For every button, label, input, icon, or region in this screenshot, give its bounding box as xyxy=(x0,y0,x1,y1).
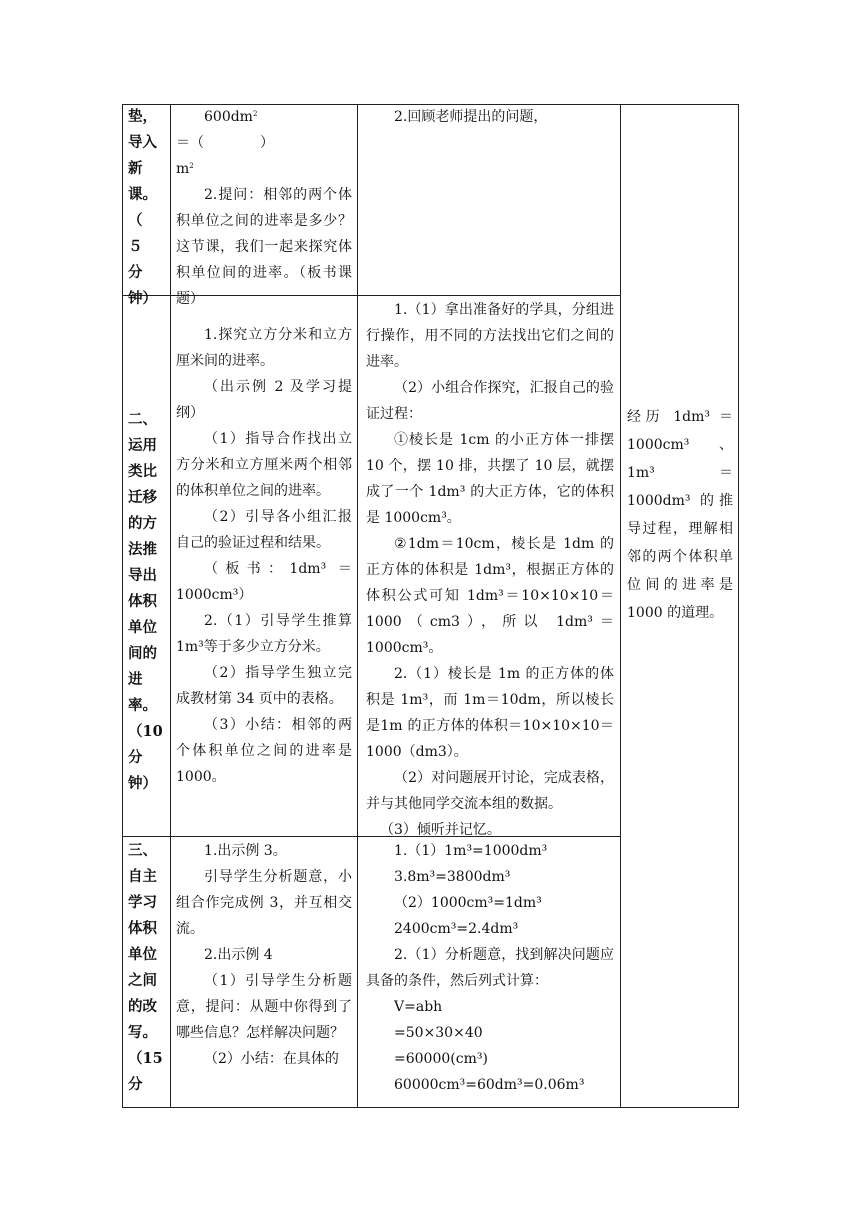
student-paragraph: 1.（1）拿出准备好的学具，分组进行操作，用不同的方法找出它们之间的进率。 xyxy=(366,302,614,370)
teacher-paragraph: $m^2$ xyxy=(176,161,194,177)
teacher-cell-row-2 xyxy=(176,322,352,790)
stage-cell-row-3 xyxy=(128,838,166,1098)
student-paragraph: （2）对问题展开讨论，完成表格，并与其他同学交流本组的数据。 xyxy=(366,770,614,812)
stage-line: 导入 xyxy=(128,134,157,151)
student-paragraph: ①棱长是 1cm 的小正方体一排摆 10 个，摆 10 排，共摆了 10 层，就摆成了一个 1dm³ 的大正方体，它的体积是 1000cm³。 xyxy=(366,432,614,526)
student-paragraph: 2.回顾老师提出的问题， xyxy=(394,109,548,125)
student-cell-row-1 xyxy=(366,104,614,130)
student-paragraph: =60000(cm³) xyxy=(394,1051,488,1067)
stage-line: 的方 xyxy=(128,515,157,532)
stage-line: 钟） xyxy=(128,775,157,792)
stage-line: 分 xyxy=(128,749,143,766)
stage-line: 之间 xyxy=(128,972,157,989)
stage-line: 单位 xyxy=(128,946,157,963)
design-intent-cell xyxy=(627,403,733,627)
teacher-paragraph: （2）小结：在具体的 xyxy=(204,1051,339,1067)
stage-line: 学习 xyxy=(128,894,157,911)
student-paragraph: =50×30×40 xyxy=(394,1025,483,1041)
stage-cell-row-2 xyxy=(128,407,166,797)
teacher-paragraph: （1）指导合作找出立方分米和立方厘米两个相邻的体积单位之间的进率。 xyxy=(176,431,352,499)
stage-line: 运用 xyxy=(128,437,157,454)
table-bottom-border xyxy=(122,1107,739,1108)
student-paragraph: 1.（1）1m³=1000dm³ xyxy=(394,843,548,859)
stage-line: （10 xyxy=(128,723,163,740)
stage-line: 课。 xyxy=(128,186,157,203)
col-divider-1 xyxy=(170,104,171,1108)
stage-line: 单位 xyxy=(128,619,157,636)
col-divider-3 xyxy=(620,104,621,1108)
design-intent-text: 经历 1dm³ ＝1000cm³ 、 1m³ ＝1000dm³ 的推导过程，理解相邻的两个体积单位间的进率是1000 的道理。 xyxy=(627,409,733,621)
stage-line: 类比 xyxy=(128,463,157,480)
student-paragraph: 2400cm³=2.4dm³ xyxy=(394,921,519,937)
teacher-paragraph: （板书：1dm³ ＝1000cm³） xyxy=(176,561,352,603)
student-cell-row-2 xyxy=(366,297,614,843)
stage-cell-row-1 xyxy=(128,104,166,312)
stage-line: 率。 xyxy=(128,697,157,714)
teacher-paragraph: 1.出示例 3。 xyxy=(204,843,287,859)
student-paragraph: 3.8m³=3800dm³ xyxy=(394,869,511,885)
stage-line: 进 xyxy=(128,671,143,688)
stage-line: 三、 xyxy=(128,842,157,859)
teacher-paragraph: （2）指导学生独立完成教材第 34 页中的表格。 xyxy=(176,665,352,707)
student-paragraph: （3）倾听并记忆。 xyxy=(380,822,501,838)
stage-line: 二、 xyxy=(128,411,157,428)
teacher-paragraph: $600dm^2=$（ ） xyxy=(176,109,274,151)
stage-line: 体积 xyxy=(128,593,157,610)
student-paragraph: （2）1000cm³=1dm³ xyxy=(394,895,542,911)
stage-line: 新 xyxy=(128,160,143,177)
stage-line: 迁移 xyxy=(128,489,157,506)
stage-line: 法推 xyxy=(128,541,157,558)
teacher-paragraph: （2）引导各小组汇报自己的验证过程和结果。 xyxy=(176,509,352,551)
teacher-paragraph: （1）引导学生分析题意，提问：从题中你得到了哪些信息？怎样解决问题？ xyxy=(176,973,352,1041)
stage-line: 体积 xyxy=(128,920,157,937)
student-paragraph: V=abh xyxy=(394,999,443,1015)
col-divider-0 xyxy=(122,104,123,1108)
stage-line: 分 xyxy=(128,264,143,281)
col-divider-2 xyxy=(357,104,358,1108)
teacher-paragraph: 1.探究立方分米和立方厘米间的进率。 xyxy=(176,327,352,369)
student-paragraph: （2）小组合作探究，汇报自己的验证过程： xyxy=(366,380,614,422)
stage-line: 写。 xyxy=(128,1024,157,1041)
teacher-paragraph: 2.提问：相邻的两个体积单位之间的进率是多少？这节课，我们一起来探究体积单位间的进率。（板书课题） xyxy=(176,187,352,307)
stage-line: 自主 xyxy=(128,868,157,885)
teacher-paragraph: 2.（1）引导学生推算1m³等于多少立方分米。 xyxy=(176,613,352,655)
teacher-paragraph: （出示例 2 及学习提纲） xyxy=(176,379,352,421)
stage-line: 的改 xyxy=(128,998,157,1015)
stage-line: 导出 xyxy=(128,567,157,584)
student-paragraph: ②1dm＝10cm，棱长是 1dm 的正方体的体积是 1dm³，根据正方体的体积公式可知 1dm³＝10×10×10＝1000（cm3），所以 1dm³＝1000cm³。 xyxy=(366,536,614,656)
student-paragraph: 2.（1）棱长是 1m 的正方体的体积是 1m³，而 1m＝10dm，所以棱长是1m 的正方体的体积＝10×10×10＝1000（dm3）。 xyxy=(366,666,614,760)
stage-line: 分 xyxy=(128,1076,143,1093)
stage-line: （ ５ xyxy=(128,212,157,255)
stage-line: 垫， xyxy=(128,108,157,125)
teacher-cell-row-3 xyxy=(176,838,352,1072)
teacher-paragraph: （3）小结：相邻的两个体积单位之间的进率是1000。 xyxy=(176,717,352,785)
teacher-cell-row-1 xyxy=(176,104,352,312)
stage-line: （15 xyxy=(128,1050,163,1067)
teacher-paragraph: 2.出示例 4 xyxy=(204,947,273,963)
col-divider-4 xyxy=(738,104,739,1108)
student-paragraph: 2.（1）分析题意，找到解决问题应具备的条件，然后列式计算： xyxy=(366,947,614,989)
stage-line: 钟） xyxy=(128,290,157,307)
stage-line: 间的 xyxy=(128,645,157,662)
teacher-paragraph: 引导学生分析题意，小组合作完成例 3，并互相交流。 xyxy=(176,869,352,937)
student-cell-row-3 xyxy=(366,838,614,1098)
student-paragraph: 60000cm³=60dm³=0.06m³ xyxy=(394,1077,585,1093)
